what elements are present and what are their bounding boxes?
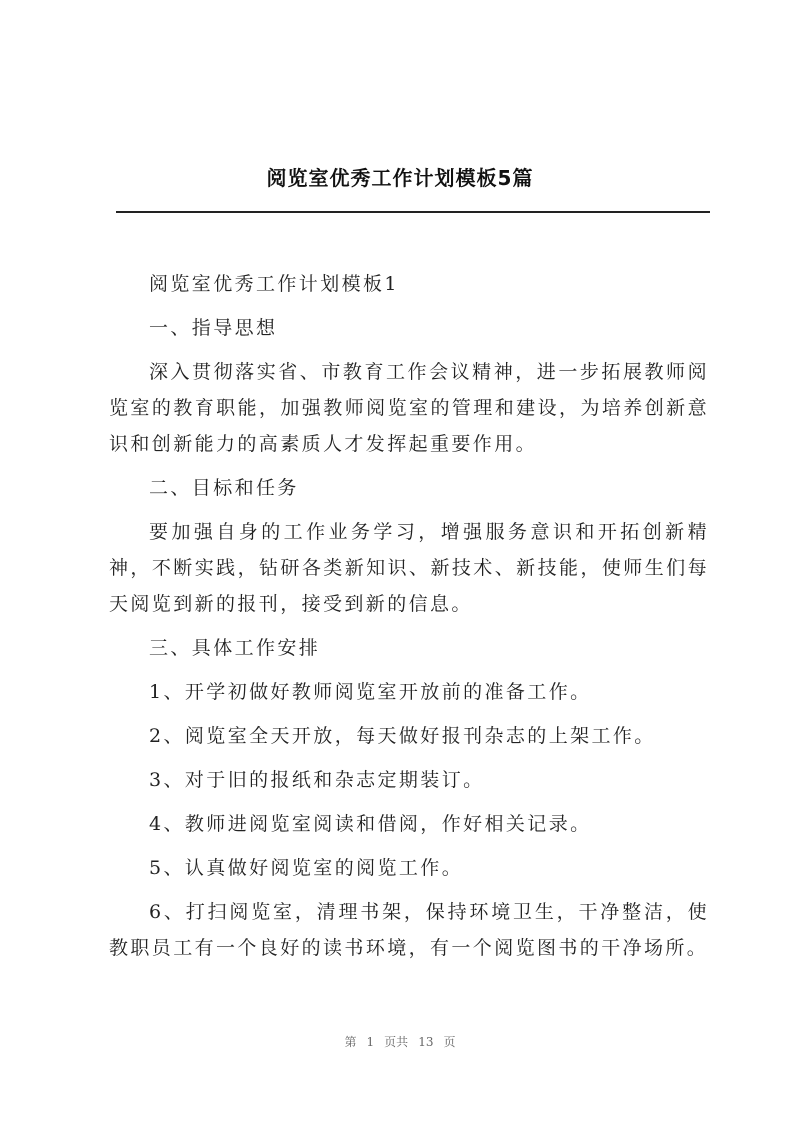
subheading: 一、指导思想: [149, 317, 278, 339]
body-paragraph: 深入贯彻落实省、市教育工作会议精神，进一步拓展教师阅览室的教育职能，加强教师阅览室的管理和建设，为培养创新意识和创新能力的高素质人才发挥起重要作用。: [109, 361, 709, 455]
list-item: 1、开学初做好教师阅览室开放前的准备工作。: [149, 681, 592, 703]
footer-middle: 页共: [384, 1035, 409, 1049]
footer-suffix: 页: [443, 1035, 456, 1049]
subheading: 二、目标和任务: [149, 477, 299, 499]
section-heading: 阅览室优秀工作计划模板1: [149, 273, 399, 295]
list-item: 2、阅览室全天开放，每天做好报刊杂志的上架工作。: [149, 725, 656, 747]
document-body: [109, 266, 709, 966]
title-divider: [116, 211, 710, 213]
list-item: 5、认真做好阅览室的阅览工作。: [149, 857, 464, 879]
footer-prefix: 第: [344, 1035, 357, 1049]
footer-total-pages: 13: [418, 1035, 434, 1049]
subheading: 三、具体工作安排: [149, 637, 321, 659]
list-item: 3、对于旧的报纸和杂志定期装订。: [149, 769, 485, 791]
page-footer: [0, 1033, 800, 1050]
body-paragraph: 要加强自身的工作业务学习，增强服务意识和开拓创新精神，不断实践，钻研各类新知识、新技术、新技能，使师生们每天阅览到新的报刊，接受到新的信息。: [109, 521, 709, 615]
footer-page-number: 1: [366, 1035, 375, 1049]
document-title: 阅览室优秀工作计划模板5篇: [266, 166, 534, 190]
list-item: 6、打扫阅览室，清理书架，保持环境卫生，干净整洁，使教职员工有一个良好的读书环境，有一个阅览图书的干净场所。: [109, 901, 709, 959]
list-item: 4、教师进阅览室阅读和借阅，作好相关记录。: [149, 813, 592, 835]
